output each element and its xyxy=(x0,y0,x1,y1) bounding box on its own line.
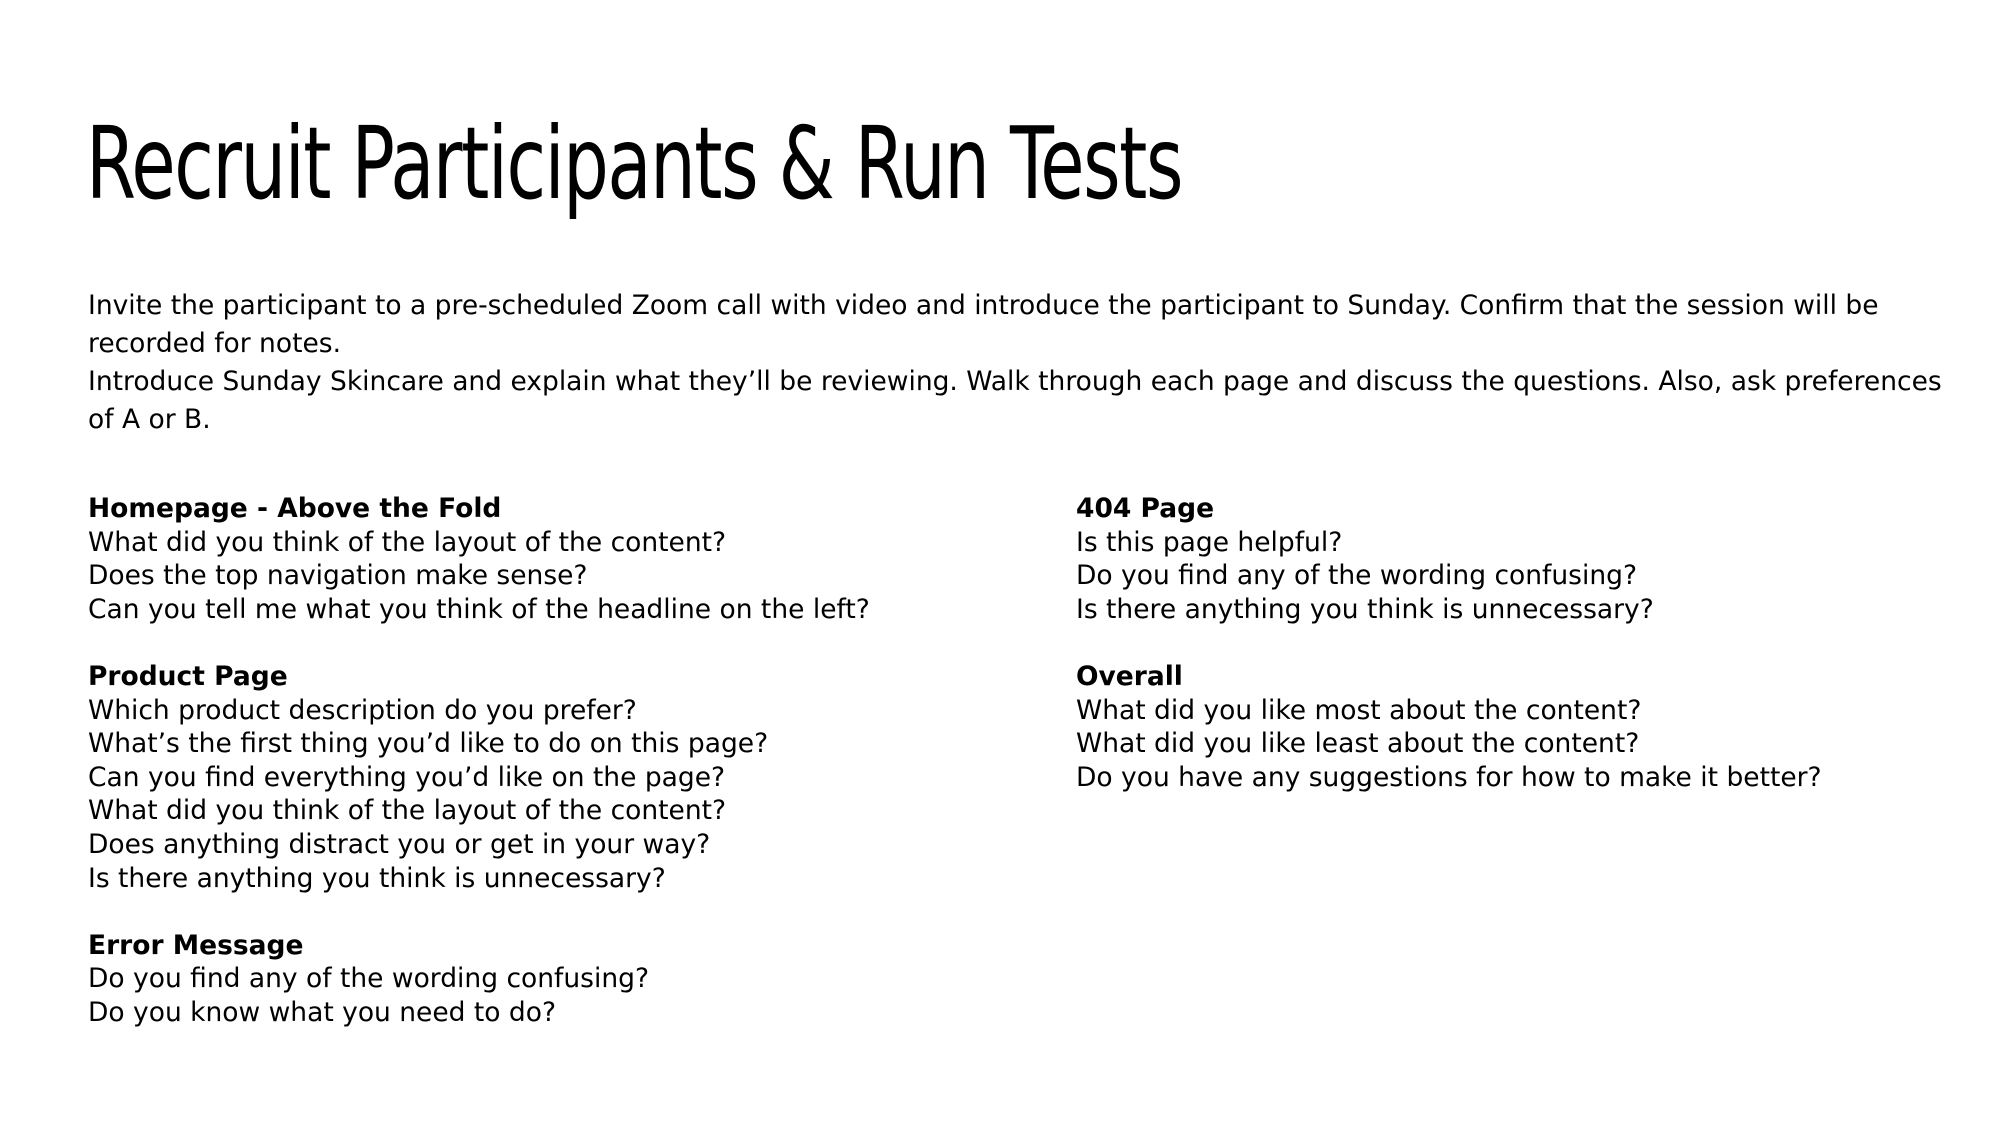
question-item: What did you like least about the content? xyxy=(1076,728,1640,760)
question-item: Can you find everything you’d like on the page? xyxy=(88,761,726,793)
section-404-page xyxy=(1076,492,1976,626)
section-heading: Product Page xyxy=(88,660,288,692)
left-question-column xyxy=(88,492,988,1063)
question-item: What did you think of the layout of the content? xyxy=(88,795,727,827)
section-homepage xyxy=(88,492,988,626)
intro-text xyxy=(88,287,1968,439)
question-item: Does anything distract you or get in your way? xyxy=(88,828,711,860)
intro-paragraph: Introduce Sunday Skincare and explain what they’ll be reviewing. Walk through each page and discuss the questions. Also, ask preferences of A or B. xyxy=(88,366,1942,435)
question-item: Do you find any of the wording confusing? xyxy=(88,963,650,995)
question-item: What did you like most about the content? xyxy=(1076,694,1642,726)
question-item: Do you know what you need to do? xyxy=(88,996,557,1028)
question-item: Is this page helpful? xyxy=(1076,526,1343,558)
question-item: Is there anything you think is unnecessary? xyxy=(88,862,666,894)
question-item: Is there anything you think is unnecessary? xyxy=(1076,593,1654,625)
section-product-page xyxy=(88,660,988,895)
section-overall xyxy=(1076,660,1976,794)
intro-paragraph: Invite the participant to a pre-scheduled Zoom call with video and introduce the participant to Sunday. Confirm that the session will be recorded for notes. xyxy=(88,290,1879,359)
section-error-message xyxy=(88,929,988,1030)
question-item: What’s the first thing you’d like to do on this page? xyxy=(88,728,769,760)
section-heading: 404 Page xyxy=(1076,493,1215,524)
section-heading: Homepage - Above the Fold xyxy=(88,493,502,524)
section-heading: Overall xyxy=(1076,660,1183,692)
right-question-column xyxy=(1076,492,1976,828)
question-item: Does the top navigation make sense? xyxy=(88,560,588,592)
question-item: What did you think of the layout of the content? xyxy=(88,526,727,558)
question-item: Do you find any of the wording confusing? xyxy=(1076,560,1638,592)
question-item: Which product description do you prefer? xyxy=(88,694,637,726)
page-title: Recruit Participants & Run Tests xyxy=(86,105,1183,222)
section-heading: Error Message xyxy=(88,929,304,961)
question-item: Can you tell me what you think of the headline on the left? xyxy=(88,593,870,625)
question-item: Do you have any suggestions for how to make it better? xyxy=(1076,761,1822,793)
